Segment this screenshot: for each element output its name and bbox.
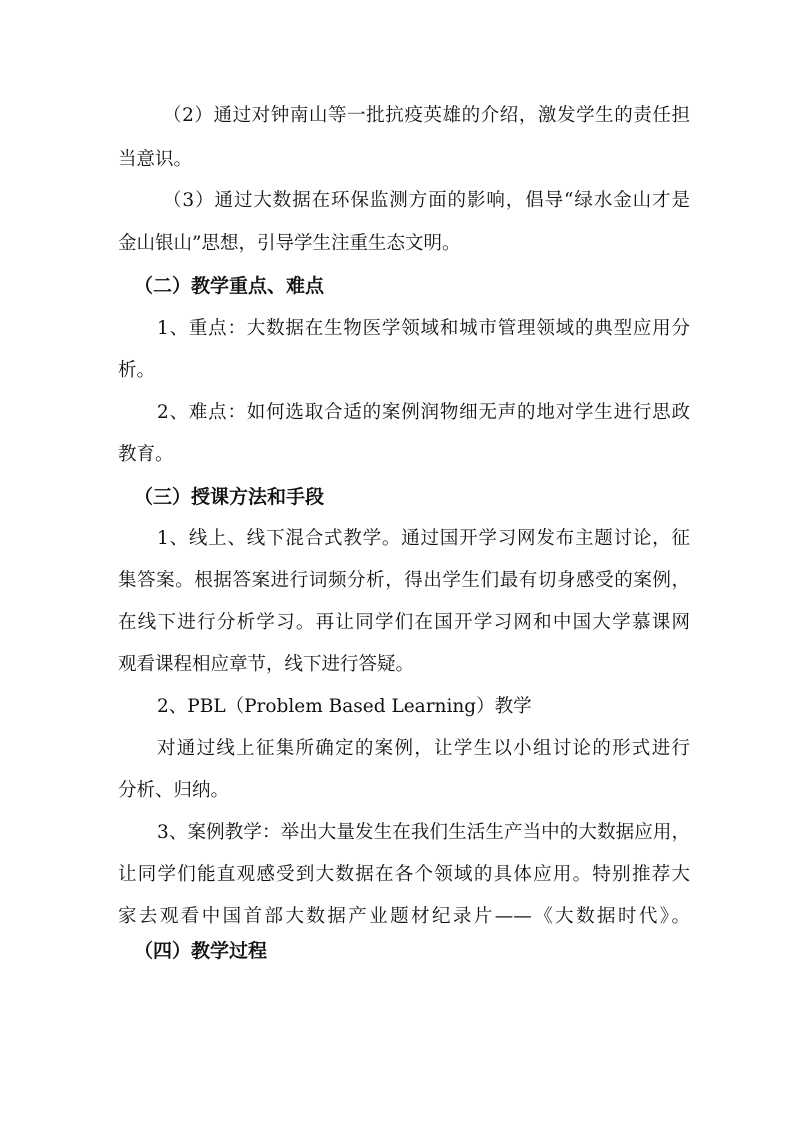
method-1-line-4: 观看课程相应章节，线下进行答疑。 (118, 654, 415, 675)
keypoint-2-line-2: 教育。 (118, 444, 174, 465)
keypoint-1-line-2: 析。 (118, 360, 156, 381)
method-3-line-1: 3、案例教学：举出大量发生在我们生活生产当中的大数据应用， (157, 822, 690, 843)
method-2-title: 2、PBL（Problem Based Learning）教学 (157, 696, 532, 717)
method-1-line-1: 1、线上、线下混合式教学。通过国开学习网发布主题讨论，征 (157, 528, 690, 549)
method-2-line-1: 对通过线上征集所确定的案例，让学生以小组讨论的形式进行 (157, 738, 690, 759)
goal-item-2-line-2: 当意识。 (118, 149, 193, 170)
goal-item-3-line-1: （3）通过大数据在环保监测方面的影响，倡导“绿水金山才是 (163, 190, 690, 211)
method-2-line-2: 分析、归纳。 (118, 780, 230, 801)
goal-item-2-line-1: （2）通过对钟南山等一批抗疫英雄的介绍，激发学生的责任担 (163, 105, 690, 126)
section-heading-methods: （三）授课方法和手段 (134, 486, 325, 508)
method-1-line-2: 集答案。根据答案进行词频分析，得出学生们最有切身感受的案例， (118, 570, 690, 591)
section-heading-keypoints: （二）教学重点、难点 (134, 275, 325, 297)
method-3-line-3: 家去观看中国首部大数据产业题材纪录片——《大数据时代》。 (118, 906, 690, 927)
keypoint-2-line-1: 2、难点：如何选取合适的案例润物细无声的地对学生进行思政 (157, 402, 690, 423)
goal-item-3-line-2: 金山银山”思想，引导学生注重生态文明。 (118, 233, 461, 254)
method-3-line-2: 让同学们能直观感受到大数据在各个领域的具体应用。特别推荐大 (118, 864, 690, 885)
section-heading-process: （四）教学过程 (134, 940, 268, 962)
method-1-line-3: 在线下进行分析学习。再让同学们在国开学习网和中国大学慕课网 (118, 612, 690, 633)
keypoint-1-line-1: 1、重点：大数据在生物医学领域和城市管理领域的典型应用分 (157, 318, 690, 339)
